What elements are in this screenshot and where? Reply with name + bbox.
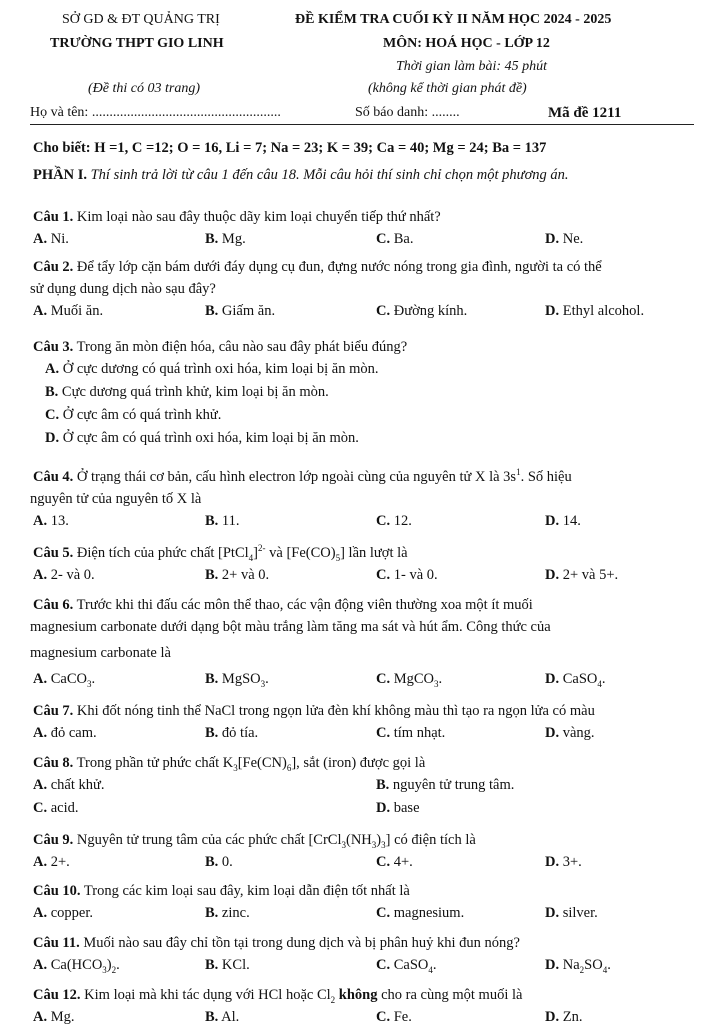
question-label: Câu 12. bbox=[33, 987, 81, 1003]
question-label: Câu 4. bbox=[33, 469, 74, 485]
question-label: Câu 3. bbox=[33, 339, 74, 355]
part-one-instruction bbox=[33, 164, 713, 186]
option-b[interactable]: B. Mg. bbox=[205, 231, 246, 247]
question-12: Câu 12. Kim loại mà khi tác dụng với HCl hoặc $Cl_2$ không cho ra cùng một muối là A. Mg. B. Al. C. Fe. D. Zn. bbox=[33, 984, 713, 1029]
question-9: Câu 9. Nguyên tử trung tâm của các phức chất $[CrCl_3(NH_3)_3]$ có điện tích là A. 2+. B. 0. C. 4+. D. 3+. bbox=[33, 829, 713, 874]
option-c[interactable]: C. acid. bbox=[33, 800, 79, 816]
option-a[interactable]: A. chất khử. bbox=[33, 777, 105, 793]
option-d[interactable]: D. silver. bbox=[545, 905, 598, 921]
option-a[interactable]: A. Ở cực dương có quá trình oxi hóa, kim loại bị ăn mòn. bbox=[45, 361, 379, 377]
question-label: Câu 10. bbox=[33, 883, 81, 899]
time-limit: Thời gian làm bài: 45 phút bbox=[396, 59, 547, 74]
option-d[interactable]: D. CaSO$_4$. bbox=[545, 671, 606, 689]
option-c[interactable]: C. MgCO$_3$. bbox=[376, 671, 443, 689]
option-c[interactable]: C. Ở cực âm có quá trình khử. bbox=[45, 407, 222, 423]
option-a[interactable]: A. CaCO$_3$. bbox=[33, 671, 96, 689]
student-name-field: Họ và tên: ...................................................... bbox=[30, 105, 281, 120]
page-count: (Đề thi có 03 trang) bbox=[88, 81, 200, 96]
option-b[interactable]: B. đỏ tía. bbox=[205, 725, 259, 741]
option-a[interactable]: A. 13. bbox=[33, 513, 69, 529]
question-text: Trong ăn mòn điện hóa, câu nào sau đây phát biểu đúng? bbox=[73, 339, 408, 355]
question-label: Câu 8. bbox=[33, 755, 74, 771]
given-values: H =1, C =12; O = 16, Li = 7; Na = 23; K = 39; Ca = 40; Mg = 24; Ba = 137 bbox=[90, 140, 547, 156]
option-a[interactable]: A. Mg. bbox=[33, 1009, 75, 1025]
question-10: Câu 10. Trong các kim loại sau đây, kim loại dẫn điện tốt nhất là A. copper. B. zinc. C. magnesium. D. silver. bbox=[33, 880, 713, 925]
option-a[interactable]: A. Ni. bbox=[33, 231, 69, 247]
question-label: Câu 9. bbox=[33, 832, 74, 848]
option-a[interactable]: A. $Ca(HCO_3)_2$. bbox=[33, 957, 120, 975]
option-d[interactable]: D. vàng. bbox=[545, 725, 595, 741]
option-c[interactable]: C. 4+. bbox=[376, 854, 413, 870]
question-label: Câu 2. bbox=[33, 259, 74, 275]
option-b[interactable]: B. nguyên tử trung tâm. bbox=[376, 777, 515, 793]
subject-line: MÔN: HOÁ HỌC - LỚP 12 bbox=[383, 36, 550, 51]
option-d[interactable]: D. Ethyl alcohol. bbox=[545, 303, 645, 319]
question-8: Câu 8. Trong phần tử phức chất $K_3[Fe(CN)_6]$, sắt (iron) được gọi là A. chất khử. B. nguyên tử trung tâm. C. acid. D. base bbox=[33, 752, 713, 820]
option-a[interactable]: A. 2- và 0. bbox=[33, 567, 95, 583]
question-11: Câu 11. Muối nào sau đây chỉ tồn tại trong dung dịch và bị phân huỷ khi đun nóng? A. $Ca(HCO_3)_2$. B. KCl. C. CaSO$_4$. D. $Na_2SO_4$. bbox=[33, 935, 611, 975]
school-name: TRƯỜNG THPT GIO LINH bbox=[50, 36, 224, 51]
option-b[interactable]: B. 11. bbox=[205, 513, 240, 529]
question-7: Câu 7. Khi đốt nóng tinh thể NaCl trong ngọn lửa đèn khí không màu thì tạo ra ngọn lửa có màu A. đỏ cam. B. đỏ tía. C. tím nhạt. D. vàng. bbox=[33, 700, 713, 745]
option-a[interactable]: A. copper. bbox=[33, 905, 94, 921]
question-label: Câu 6. bbox=[33, 597, 74, 613]
question-text-cont: sử dụng dung dịch nào sạu đây? bbox=[30, 281, 216, 297]
part-label: PHẦN I. bbox=[33, 167, 87, 183]
candidate-number-field: Số báo danh: ........ bbox=[355, 105, 460, 120]
option-a[interactable]: A. Muối ăn. bbox=[33, 303, 104, 319]
option-b[interactable]: B. KCl. bbox=[205, 957, 250, 973]
option-c[interactable]: C. Ba. bbox=[376, 231, 414, 247]
question-text: Kim loại nào sau đây thuộc dãy kim loại chuyển tiếp thứ nhất? bbox=[73, 209, 441, 225]
question-2 bbox=[30, 256, 713, 323]
option-d[interactable]: D. Zn. bbox=[545, 1009, 583, 1025]
option-c[interactable]: C. Đường kính. bbox=[376, 303, 468, 319]
question-label: Câu 1. bbox=[33, 209, 74, 225]
option-b[interactable]: B. Cực dương quá trình khử, kim loại bị ăn mòn. bbox=[45, 384, 329, 400]
question-text-cont: nguyên tử của nguyên tố X là bbox=[30, 491, 202, 507]
option-d[interactable]: D. $Na_2SO_4$. bbox=[545, 957, 611, 975]
question-label: Câu 5. bbox=[33, 545, 74, 561]
question-label: Câu 11. bbox=[33, 935, 80, 951]
exam-title: ĐỀ KIỂM TRA CUỐI KỲ II NĂM HỌC 2024 - 2025 bbox=[295, 12, 612, 27]
exam-code: Mã đề 1211 bbox=[548, 105, 622, 121]
option-c[interactable]: C. magnesium. bbox=[376, 905, 465, 921]
option-a[interactable]: A. đỏ cam. bbox=[33, 725, 97, 741]
option-d[interactable]: D. Ne. bbox=[545, 231, 584, 247]
question-4: Câu 4. Ở trạng thái cơ bản, cấu hình electron lớp ngoài cùng của nguyên tử X là $3s^1$. Số hiệu nguyên tử của nguyên tố X là A. 13. B. 11. C. 12. D. 14. bbox=[33, 466, 713, 533]
question-1 bbox=[33, 206, 713, 251]
header-divider bbox=[30, 124, 694, 125]
question-label: Câu 7. bbox=[33, 703, 74, 719]
given-label: Cho biết: bbox=[33, 140, 91, 156]
option-b[interactable]: B. 0. bbox=[205, 854, 233, 870]
given-data bbox=[33, 137, 713, 159]
option-d[interactable]: D. 3+. bbox=[545, 854, 582, 870]
option-d[interactable]: D. 14. bbox=[545, 513, 581, 529]
question-5: Câu 5. Điện tích của phức chất [PtCl$_4$]$^{2-}$ và $[Fe(CO)_5]$ lần lượt là A. 2- và 0. B. 2+ và 0. C. 1- và 0. D. 2+ và 5+. bbox=[33, 542, 713, 587]
option-b[interactable]: B. 2+ và 0. bbox=[205, 567, 270, 583]
option-b[interactable]: B. zinc. bbox=[205, 905, 250, 921]
option-c[interactable]: C. 12. bbox=[376, 513, 412, 529]
question-text: Để tẩy lớp cặn bám dưới đáy dụng cụ đun, đựng nước nóng trong gia đình, người ta có thể bbox=[73, 259, 602, 275]
option-c[interactable]: C. Fe. bbox=[376, 1009, 412, 1025]
part-text: Thí sinh trả lời từ câu 1 đến câu 18. Mỗi câu hỏi thí sinh chỉ chọn một phương án. bbox=[86, 167, 569, 183]
time-note: (không kể thời gian phát đề) bbox=[368, 81, 527, 96]
department-name: SỞ GD & ĐT QUẢNG TRỊ bbox=[62, 12, 220, 27]
option-c[interactable]: C. 1- và 0. bbox=[376, 567, 438, 583]
question-6: Câu 6. Trước khi thi đấu các môn thể thao, các vận động viên thường xoa một ít muối magnesium carbonate dưới dạng bột màu trắng làm tăng ma sát và hút ẩm. Công thức của magnesium carbonate là A. CaCO$_3$. B. MgSO$_3$. C. MgCO$_3$. D. CaSO$_4$. bbox=[30, 597, 606, 689]
option-c[interactable]: C. tím nhạt. bbox=[376, 725, 446, 741]
option-a[interactable]: A. 2+. bbox=[33, 854, 70, 870]
option-d[interactable]: D. Ở cực âm có quá trình oxi hóa, kim loại bị ăn mòn. bbox=[45, 430, 359, 446]
option-b[interactable]: B. Giấm ăn. bbox=[205, 303, 276, 319]
option-d[interactable]: D. base bbox=[376, 800, 420, 816]
option-c[interactable]: C. CaSO$_4$. bbox=[376, 957, 437, 975]
option-b[interactable]: B. MgSO$_3$. bbox=[205, 671, 269, 689]
question-3 bbox=[33, 336, 713, 450]
option-b[interactable]: B. Al. bbox=[205, 1009, 240, 1025]
option-d[interactable]: D. 2+ và 5+. bbox=[545, 567, 619, 583]
